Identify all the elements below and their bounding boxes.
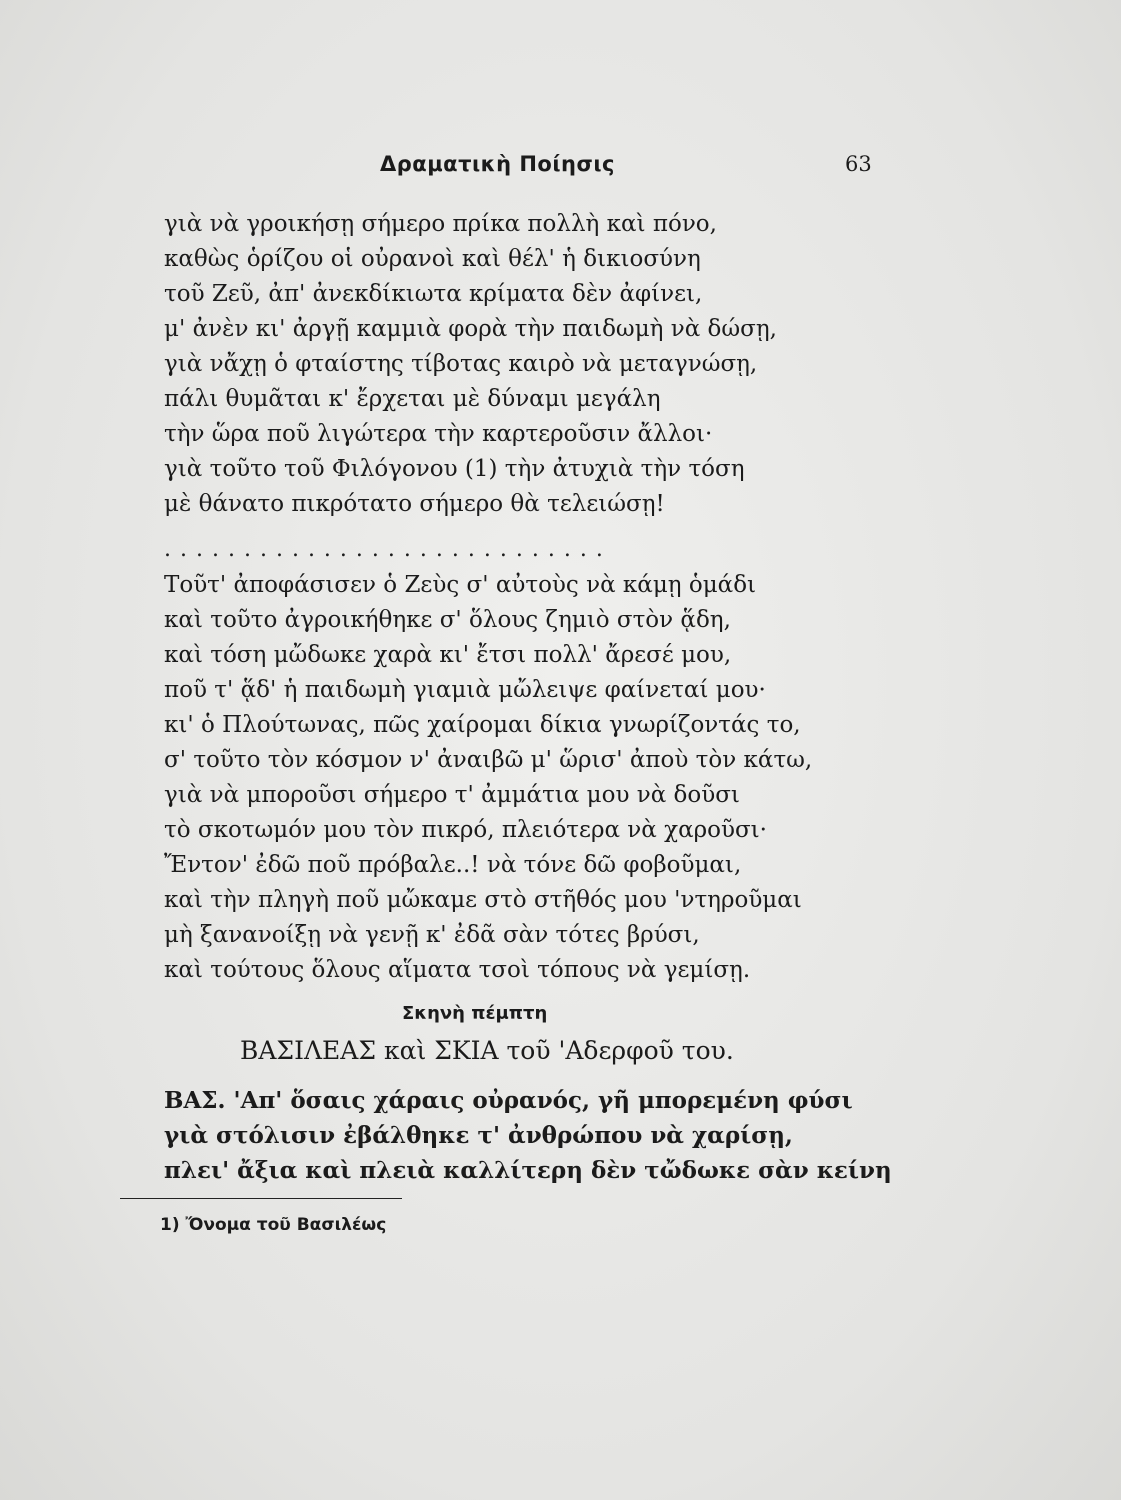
scene-title: Σκηνὴ πέμπτη — [402, 1003, 548, 1024]
verse-line: ποῦ τ' ᾅδ' ἡ παιδωμὴ γιαμιὰ μὤλειψε φαίνεταί μου· — [164, 677, 766, 703]
verse-block-3 — [0, 1083, 1121, 1188]
verse-line: μὲ θάνατο πικρότατο σήμερο θὰ τελειώσῃ! — [164, 491, 665, 517]
verse-line: γιὰ νἄχῃ ὁ φταίστης τίβοτας καιρὸ νὰ μεταγνώσῃ, — [164, 351, 758, 377]
scene-characters: ΒΑΣΙΛΕΑΣ καὶ ΣΚΙΑ τοῦ 'Αδερφοῦ του. — [240, 1036, 734, 1065]
verse-line: Τοῦτ' ἀποφάσισεν ὁ Ζεὺς σ' αὐτοὺς νὰ κάμῃ ὁμάδι — [164, 572, 757, 598]
footnote-divider — [120, 1198, 402, 1199]
verse-line: κι' ὁ Πλούτωνας, πῶς χαίρομαι δίκια γνωρίζοντάς το, — [164, 712, 801, 738]
verse-line: καὶ τόση μὤδωκε χαρὰ κι' ἔτσι πολλ' ἄρεσέ μου, — [164, 642, 732, 668]
verse-block-2 — [0, 568, 1121, 988]
verse-line: καὶ τὴν πληγὴ ποῦ μὤκαμε στὸ στῆθός μου 'ντηροῦμαι — [164, 887, 802, 913]
ellipsis-separator: ............................ — [164, 537, 612, 562]
verse-line: μὴ ξανανοίξῃ νὰ γενῇ κ' ἐδᾶ σὰν τότες βρύσι, — [164, 922, 700, 948]
verse-line: τὴν ὥρα ποῦ λιγώτερα τὴν καρτεροῦσιν ἄλλοι· — [164, 421, 713, 447]
verse-line: καὶ τούτους ὅλους αἵματα τσοὶ τόπους νὰ γεμίσῃ. — [164, 957, 751, 983]
verse-block-1 — [0, 207, 1121, 522]
verse-line: πλει' ἄξια καὶ πλειὰ καλλίτερη δὲν τὤδωκε σὰν κείνη — [164, 1157, 892, 1184]
verse-line: πάλι θυμᾶται κ' ἔρχεται μὲ δύναμι μεγάλη — [164, 386, 661, 412]
verse-line: τὸ σκοτωμόν μου τὸν πικρό, πλειότερα νὰ χαροῦσι· — [164, 817, 767, 843]
verse-line: ΒΑΣ. 'Απ' ὅσαις χάραις οὐρανός, γῆ μπορεμένη φύσι — [164, 1087, 853, 1114]
page-number: 63 — [845, 152, 872, 176]
running-head: Δραματικὴ Ποίησις — [380, 152, 615, 176]
verse-line: σ' τοῦτο τὸν κόσμον ν' ἀναιβῶ μ' ὥρισ' ἀποὺ τὸν κάτω, — [164, 747, 813, 773]
verse-line: τοῦ Ζεῦ, ἀπ' ἀνεκδίκιωτα κρίματα δὲν ἀφίνει, — [164, 281, 703, 307]
footnote: 1) Ὄνομα τοῦ Βασιλέως — [160, 1215, 387, 1235]
verse-line: Ἔντον' ἐδῶ ποῦ πρόβαλε..! νὰ τόνε δῶ φοβοῦμαι, — [164, 852, 742, 878]
verse-line: καθὼς ὁρίζου οἱ οὐρανοὶ καὶ θέλ' ἡ δικιοσύνη — [164, 246, 701, 272]
verse-line: γιὰ στόλισιν ἐβάλθηκε τ' ἀνθρώπου νὰ χαρίσῃ, — [164, 1122, 793, 1149]
verse-line: καὶ τοῦτο ἀγροικήθηκε σ' ὅλους ζημιὸ στὸν ᾅδη, — [164, 607, 731, 633]
verse-line: μ' ἀνὲν κι' ἀργῇ καμμιὰ φορὰ τὴν παιδωμὴ νὰ δώσῃ, — [164, 316, 777, 342]
verse-line: γιὰ νὰ γροικήσῃ σήμερο πρίκα πολλὴ καὶ πόνο, — [164, 211, 717, 237]
verse-line: γιὰ τοῦτο τοῦ Φιλόγονου (1) τὴν ἀτυχιὰ τὴν τόση — [164, 456, 745, 482]
verse-line: γιὰ νὰ μποροῦσι σήμερο τ' ἀμμάτια μου νὰ δοῦσι — [164, 782, 740, 808]
